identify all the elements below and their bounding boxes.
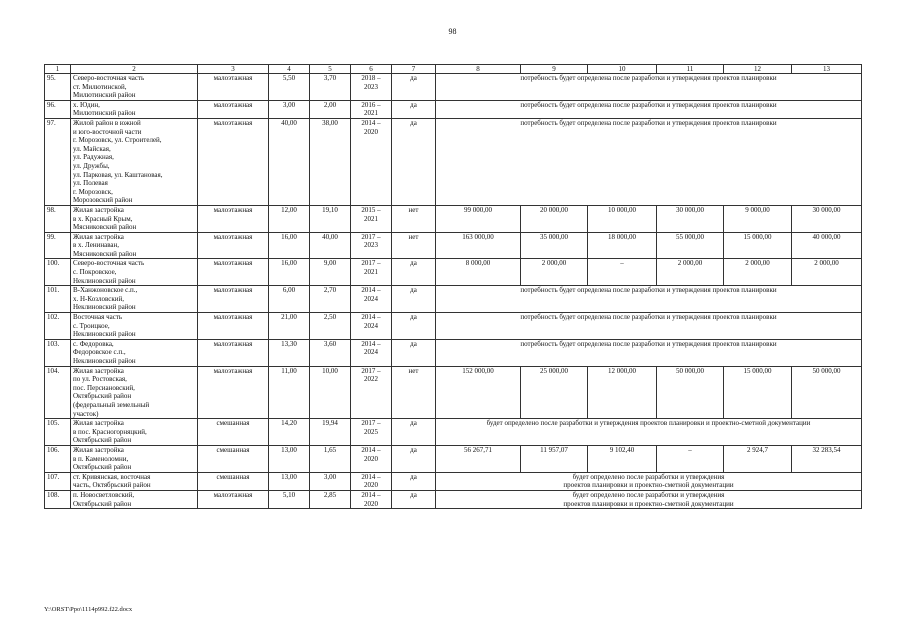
period bbox=[351, 490, 392, 508]
column-number: 13 bbox=[792, 65, 862, 74]
location-name bbox=[71, 259, 198, 286]
cost-value: 163 000,00 bbox=[436, 232, 521, 259]
cell-line: Милютинский район bbox=[73, 109, 136, 118]
cell-line: проектов планировки и проектно-сметной документации bbox=[563, 499, 734, 508]
cost-value: 25 000,00 bbox=[521, 366, 588, 419]
cell-line: 2020 bbox=[364, 127, 378, 136]
cost-value: 56 267,71 bbox=[436, 445, 521, 472]
merged-note bbox=[436, 339, 862, 366]
cell-line: 2018 – bbox=[361, 74, 381, 82]
cell-line: в х. Ленинаван, bbox=[73, 241, 120, 250]
development-type: смешанная bbox=[198, 419, 269, 446]
cell-line: 2016 – bbox=[361, 100, 381, 109]
area-value: 5,10 bbox=[269, 490, 310, 508]
cell-line: с. Федоровка, bbox=[73, 339, 114, 348]
cell-line: Жилая застройка bbox=[73, 445, 124, 454]
period bbox=[351, 259, 392, 286]
cell-line: ул. Дружбы, bbox=[73, 161, 110, 170]
cell-line: Северо-восточная часть bbox=[73, 259, 145, 268]
yes-no-flag: да bbox=[392, 286, 436, 313]
cell-line: ул. Радужная, bbox=[73, 153, 114, 162]
cell-line: 2024 bbox=[364, 348, 378, 357]
row-number: 97. bbox=[45, 118, 71, 205]
cost-value: 11 957,07 bbox=[521, 445, 588, 472]
cell-line: 2014 – bbox=[361, 118, 381, 127]
cell-line: по ул. Ростовская, bbox=[73, 375, 127, 384]
area-value-2: 3,70 bbox=[310, 74, 351, 101]
cell-line: Октябрьский район bbox=[73, 392, 132, 401]
cell-line: в пос. Красногорняцкий, bbox=[73, 427, 147, 436]
cell-line: 2020 bbox=[364, 481, 378, 490]
cell-line: 2023 bbox=[364, 241, 378, 250]
yes-no-flag: да bbox=[392, 445, 436, 472]
file-path-footer: Y:\ORST\Ppo\1114p992.f22.docx bbox=[44, 606, 133, 613]
row-number: 105. bbox=[45, 419, 71, 446]
location-name bbox=[71, 118, 198, 205]
cell-line: 2024 bbox=[364, 321, 378, 330]
development-type: смешанная bbox=[198, 445, 269, 472]
period bbox=[351, 100, 392, 118]
column-number: 8 bbox=[436, 65, 521, 74]
location-name bbox=[71, 74, 198, 101]
area-value-2: 1,65 bbox=[310, 445, 351, 472]
cell-line: Жилая застройка bbox=[73, 232, 124, 241]
merged-note bbox=[436, 74, 862, 101]
area-value-2: 40,00 bbox=[310, 232, 351, 259]
cell-line: Восточная часть bbox=[73, 313, 123, 322]
cell-line: 2021 bbox=[364, 268, 378, 277]
column-number-row bbox=[45, 65, 862, 74]
row-number: 103. bbox=[45, 339, 71, 366]
cost-value: 15 000,00 bbox=[724, 366, 792, 419]
period bbox=[351, 232, 392, 259]
period bbox=[351, 419, 392, 446]
cell-line: 2022 bbox=[364, 375, 378, 384]
area-value: 5,50 bbox=[269, 74, 310, 101]
column-number: 6 bbox=[351, 65, 392, 74]
development-type: малоэтажная bbox=[198, 366, 269, 419]
column-number: 3 bbox=[198, 65, 269, 74]
data-table bbox=[44, 64, 862, 509]
column-number: 11 bbox=[657, 65, 724, 74]
row-number: 108. bbox=[45, 490, 71, 508]
cell-line: Мясниковский район bbox=[73, 223, 137, 232]
location-name bbox=[71, 100, 198, 118]
cell-line: Октябрьский район bbox=[73, 499, 132, 508]
cost-value: 2 000,00 bbox=[521, 259, 588, 286]
area-value-2: 3,00 bbox=[310, 472, 351, 490]
column-number: 4 bbox=[269, 65, 310, 74]
area-value: 13,30 bbox=[269, 339, 310, 366]
cost-value: – bbox=[588, 259, 657, 286]
area-value-2: 10,00 bbox=[310, 366, 351, 419]
location-name bbox=[71, 286, 198, 313]
cost-value: 30 000,00 bbox=[792, 205, 862, 232]
cell-line: 2024 bbox=[364, 294, 378, 303]
column-number: 2 bbox=[71, 65, 198, 74]
cost-value: 50 000,00 bbox=[792, 366, 862, 419]
yes-no-flag: да bbox=[392, 472, 436, 490]
period bbox=[351, 205, 392, 232]
table-row bbox=[45, 313, 862, 340]
development-type: малоэтажная bbox=[198, 286, 269, 313]
cell-line: Северо-восточная часть bbox=[73, 74, 145, 82]
area-value-2: 9,00 bbox=[310, 259, 351, 286]
area-value-2: 2,00 bbox=[310, 100, 351, 118]
page-number: 98 bbox=[448, 27, 457, 36]
cell-line: 2020 bbox=[364, 454, 378, 463]
cell-line: х. Юдин, bbox=[73, 100, 100, 109]
cell-line: будет определено после разработки и утверждения bbox=[572, 472, 725, 481]
cell-line: проектов планировки и проектно-сметной документации bbox=[563, 481, 734, 490]
cell-line: ул. Майская, bbox=[73, 144, 111, 153]
cost-value: 152 000,00 bbox=[436, 366, 521, 419]
row-number: 99. bbox=[45, 232, 71, 259]
cell-line: будет определено после разработки и утверждения bbox=[572, 490, 725, 499]
column-number: 10 bbox=[588, 65, 657, 74]
cell-line: ст. Кривянская, восточная bbox=[73, 472, 151, 481]
cell-line: часть, Октябрьский район bbox=[73, 481, 151, 490]
cell-line: Октябрьский район bbox=[73, 463, 132, 472]
development-type: малоэтажная bbox=[198, 74, 269, 101]
cell-line: В-Ханжоновское с.п., bbox=[73, 286, 138, 295]
cell-line: 2023 bbox=[364, 82, 378, 91]
row-number: 95. bbox=[45, 74, 71, 101]
area-value: 3,00 bbox=[269, 100, 310, 118]
cell-line: потребность будет определена после разработки и утверждения проектов планировки bbox=[520, 100, 777, 109]
merged-note bbox=[436, 118, 862, 205]
row-number: 100. bbox=[45, 259, 71, 286]
cell-line: Жилая застройка bbox=[73, 366, 124, 375]
table-row bbox=[45, 259, 862, 286]
yes-no-flag: да bbox=[392, 313, 436, 340]
area-value: 11,00 bbox=[269, 366, 310, 419]
area-value: 13,00 bbox=[269, 445, 310, 472]
table-row bbox=[45, 74, 862, 101]
cell-line: потребность будет определена после разработки и утверждения проектов планировки bbox=[520, 339, 777, 348]
table-row bbox=[45, 339, 862, 366]
cell-line: 2014 – bbox=[361, 339, 381, 348]
cell-line: 2014 – bbox=[361, 445, 381, 454]
area-value-2: 19,94 bbox=[310, 419, 351, 446]
cell-line: ст. Милютинской, bbox=[73, 82, 127, 91]
merged-note bbox=[436, 472, 862, 490]
development-type: малоэтажная bbox=[198, 232, 269, 259]
cell-line: и юго-восточной части bbox=[73, 127, 142, 136]
area-value: 16,00 bbox=[269, 232, 310, 259]
period bbox=[351, 286, 392, 313]
development-type: малоэтажная bbox=[198, 205, 269, 232]
cell-line: 2017 – bbox=[361, 232, 381, 241]
period bbox=[351, 445, 392, 472]
cell-line: х. Н-Козловский, bbox=[73, 294, 124, 303]
table-row bbox=[45, 118, 862, 205]
location-name bbox=[71, 490, 198, 508]
area-value: 40,00 bbox=[269, 118, 310, 205]
area-value-2: 38,00 bbox=[310, 118, 351, 205]
area-value-2: 2,70 bbox=[310, 286, 351, 313]
cost-value: 40 000,00 bbox=[792, 232, 862, 259]
cost-value: 9 000,00 bbox=[724, 205, 792, 232]
cell-line: ул. Полевая bbox=[73, 179, 108, 188]
cost-value: 20 000,00 bbox=[521, 205, 588, 232]
cost-value: 8 000,00 bbox=[436, 259, 521, 286]
merged-note bbox=[436, 490, 862, 508]
area-value: 16,00 bbox=[269, 259, 310, 286]
cost-value: 35 000,00 bbox=[521, 232, 588, 259]
area-value-2: 3,60 bbox=[310, 339, 351, 366]
development-type: малоэтажная bbox=[198, 100, 269, 118]
cost-value: 9 102,40 bbox=[588, 445, 657, 472]
column-number: 12 bbox=[724, 65, 792, 74]
cell-line: Неклиновский район bbox=[73, 330, 136, 339]
cell-line: Октябрьский район bbox=[73, 436, 132, 445]
yes-no-flag: да bbox=[392, 118, 436, 205]
cell-line: Неклиновский район bbox=[73, 276, 136, 285]
cost-value: 2 000,00 bbox=[657, 259, 724, 286]
cell-line: 2020 bbox=[364, 499, 378, 508]
cell-line: в х. Красный Крым, bbox=[73, 214, 133, 223]
area-value: 12,00 bbox=[269, 205, 310, 232]
cell-line: 2017 – bbox=[361, 259, 381, 268]
cell-line: Неклиновский район bbox=[73, 303, 136, 312]
area-value: 13,00 bbox=[269, 472, 310, 490]
location-name bbox=[71, 339, 198, 366]
yes-no-flag: да bbox=[392, 100, 436, 118]
cell-line: п. Новосветловский, bbox=[73, 490, 135, 499]
cost-value: 2 924,7 bbox=[724, 445, 792, 472]
cell-line: 2017 – bbox=[361, 419, 381, 428]
cell-line: г. Морозовск, bbox=[73, 187, 113, 196]
cost-value: – bbox=[657, 445, 724, 472]
row-number: 96. bbox=[45, 100, 71, 118]
cost-value: 18 000,00 bbox=[588, 232, 657, 259]
yes-no-flag: нет bbox=[392, 366, 436, 419]
yes-no-flag: нет bbox=[392, 205, 436, 232]
cell-line: г. Морозовск, ул. Строителей, bbox=[73, 136, 162, 145]
cost-value: 50 000,00 bbox=[657, 366, 724, 419]
cell-line: Федоровское с.п., bbox=[73, 348, 126, 357]
yes-no-flag: да bbox=[392, 74, 436, 101]
location-name bbox=[71, 205, 198, 232]
merged-note bbox=[436, 286, 862, 313]
cell-line: Мясниковский район bbox=[73, 249, 137, 258]
location-name bbox=[71, 232, 198, 259]
cell-line: 2025 bbox=[364, 427, 378, 436]
area-value: 14,20 bbox=[269, 419, 310, 446]
cell-line: 2014 – bbox=[361, 472, 381, 481]
development-type: смешанная bbox=[198, 472, 269, 490]
cell-line: Морозовский район bbox=[73, 196, 133, 205]
yes-no-flag: нет bbox=[392, 232, 436, 259]
cell-line: ул. Парковая, ул. Каштановая, bbox=[73, 170, 163, 179]
table-row bbox=[45, 205, 862, 232]
cost-value: 10 000,00 bbox=[588, 205, 657, 232]
yes-no-flag: да bbox=[392, 339, 436, 366]
table-row bbox=[45, 472, 862, 490]
area-value-2: 2,50 bbox=[310, 313, 351, 340]
row-number: 104. bbox=[45, 366, 71, 419]
cell-line: потребность будет определена после разработки и утверждения проектов планировки bbox=[520, 313, 777, 322]
cell-line: с. Покровское, bbox=[73, 268, 117, 277]
development-type: малоэтажная bbox=[198, 490, 269, 508]
column-number: 7 bbox=[392, 65, 436, 74]
yes-no-flag: да bbox=[392, 419, 436, 446]
cell-line: пос. Персиановский, bbox=[73, 383, 135, 392]
location-name bbox=[71, 419, 198, 446]
cell-line: с. Троицкое, bbox=[73, 321, 110, 330]
cost-value: 55 000,00 bbox=[657, 232, 724, 259]
row-number: 107. bbox=[45, 472, 71, 490]
period bbox=[351, 339, 392, 366]
area-value-2: 19,10 bbox=[310, 205, 351, 232]
location-name bbox=[71, 445, 198, 472]
cell-line: потребность будет определена после разработки и утверждения проектов планировки bbox=[520, 286, 777, 295]
cell-line: 2014 – bbox=[361, 490, 381, 499]
development-type: малоэтажная bbox=[198, 259, 269, 286]
cell-line: в п. Каменоломни, bbox=[73, 454, 129, 463]
cost-value: 2 000,00 bbox=[724, 259, 792, 286]
column-number: 5 bbox=[310, 65, 351, 74]
area-value: 6,00 bbox=[269, 286, 310, 313]
location-name bbox=[71, 313, 198, 340]
table-row bbox=[45, 232, 862, 259]
cell-line: 2021 bbox=[364, 214, 378, 223]
table-row bbox=[45, 445, 862, 472]
cell-line: будет определено после разработки и утверждения проектов планировки и проектно-сметной документации bbox=[486, 419, 811, 428]
cell-line: 2017 – bbox=[361, 366, 381, 375]
cell-line: потребность будет определена после разработки и утверждения проектов планировки bbox=[520, 118, 777, 127]
cell-line: 2014 – bbox=[361, 313, 381, 322]
column-number: 9 bbox=[521, 65, 588, 74]
merged-note bbox=[436, 313, 862, 340]
merged-note bbox=[436, 100, 862, 118]
period bbox=[351, 74, 392, 101]
table-row bbox=[45, 419, 862, 446]
row-number: 106. bbox=[45, 445, 71, 472]
cell-line: (федеральный земельный bbox=[73, 400, 150, 409]
row-number: 101. bbox=[45, 286, 71, 313]
development-type: малоэтажная bbox=[198, 118, 269, 205]
yes-no-flag: да bbox=[392, 490, 436, 508]
yes-no-flag: да bbox=[392, 259, 436, 286]
table-row bbox=[45, 366, 862, 419]
location-name bbox=[71, 366, 198, 419]
cell-line: Жилой район в южной bbox=[73, 118, 141, 127]
development-type: малоэтажная bbox=[198, 339, 269, 366]
cell-line: Жилая застройка bbox=[73, 205, 124, 214]
table-row bbox=[45, 100, 862, 118]
merged-note bbox=[436, 419, 862, 446]
cell-line: Неклиновский район bbox=[73, 357, 136, 365]
table-row bbox=[45, 286, 862, 313]
row-number: 102. bbox=[45, 313, 71, 340]
cost-value: 30 000,00 bbox=[657, 205, 724, 232]
cell-line: 2021 bbox=[364, 109, 378, 118]
cost-value: 15 000,00 bbox=[724, 232, 792, 259]
cost-value: 2 000,00 bbox=[792, 259, 862, 286]
cell-line: потребность будет определена после разработки и утверждения проектов планировки bbox=[520, 74, 777, 82]
period bbox=[351, 118, 392, 205]
location-name bbox=[71, 472, 198, 490]
cell-line: 2015 – bbox=[361, 205, 381, 214]
cost-value: 32 283,54 bbox=[792, 445, 862, 472]
row-number: 98. bbox=[45, 205, 71, 232]
cell-line: Жилая застройка bbox=[73, 419, 124, 428]
period bbox=[351, 472, 392, 490]
table-row bbox=[45, 490, 862, 508]
cell-line: Милютинский район bbox=[73, 91, 136, 100]
cost-value: 12 000,00 bbox=[588, 366, 657, 419]
development-type: малоэтажная bbox=[198, 313, 269, 340]
period bbox=[351, 313, 392, 340]
area-value: 21,00 bbox=[269, 313, 310, 340]
column-number: 1 bbox=[45, 65, 71, 74]
cell-line: 2014 – bbox=[361, 286, 381, 295]
cell-line: участок) bbox=[73, 409, 99, 418]
area-value-2: 2,85 bbox=[310, 490, 351, 508]
cost-value: 99 000,00 bbox=[436, 205, 521, 232]
period bbox=[351, 366, 392, 419]
